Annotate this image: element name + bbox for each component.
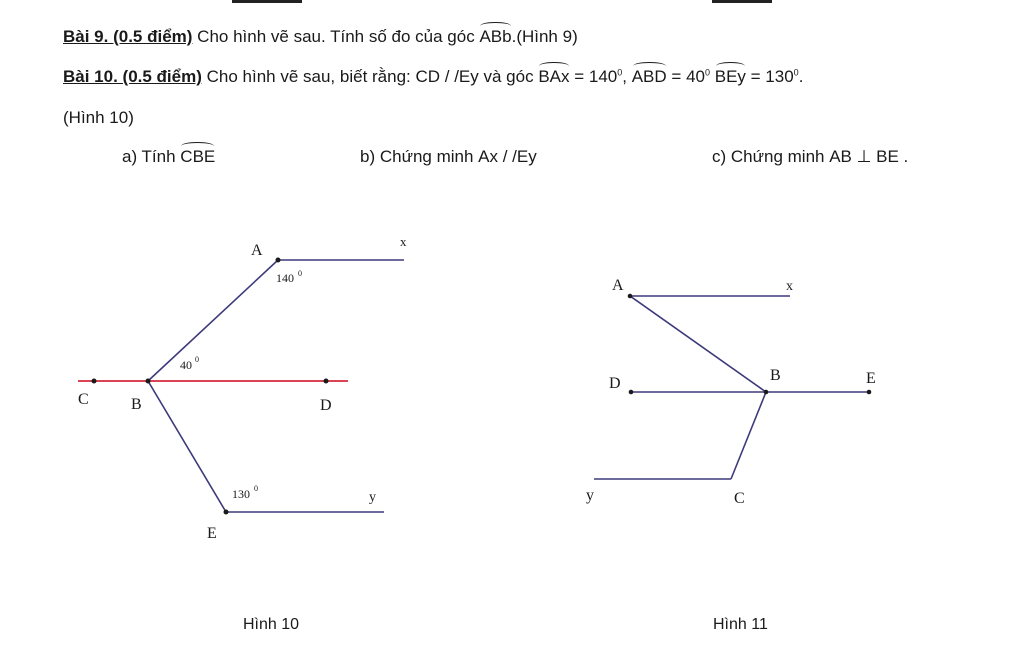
segment-ab — [630, 296, 766, 392]
part-b-label: b) Chứng minh — [360, 147, 474, 166]
degree-sign: 0 — [617, 67, 623, 78]
label-y: y — [369, 490, 376, 505]
segment-bc — [731, 392, 766, 479]
figure-11 — [586, 277, 876, 507]
point-a — [276, 258, 281, 263]
label-b: B — [131, 396, 142, 413]
label-d: D — [609, 375, 621, 392]
angle-cbe: CBE — [180, 147, 216, 166]
degree-sign: 0 — [793, 67, 799, 78]
degree-sign: 0 — [254, 484, 258, 493]
part-a-label: a) Tính — [122, 147, 176, 166]
label-b: B — [770, 367, 781, 384]
exercise-9-text: Cho hình vẽ sau. Tính số đo của góc — [197, 27, 475, 46]
point-d — [324, 379, 329, 384]
angle-140-label: 140 — [276, 271, 294, 285]
angle-bey-value: = 130 — [750, 67, 794, 86]
segment-be — [148, 381, 226, 512]
label-e: E — [207, 525, 217, 542]
label-x: x — [400, 234, 407, 249]
angle-130-label: 130 — [232, 487, 250, 501]
point-e — [224, 510, 229, 515]
angle-bax-value: = 140 — [574, 67, 618, 86]
angle-abd-value: = 40 — [671, 67, 705, 86]
point-b — [146, 379, 151, 384]
point-b — [764, 390, 769, 395]
label-c: C — [734, 490, 745, 507]
label-a: A — [251, 242, 263, 259]
angle-bey: BEy — [714, 67, 746, 86]
angle-abd: ABD — [631, 67, 667, 86]
angle-bax: BAx — [538, 67, 570, 86]
exercise-10-text: Cho hình vẽ sau, biết rằng: CD / /Ey và góc — [206, 67, 534, 86]
part-c-label: c) Chứng minh — [712, 147, 825, 166]
angle-abb: ABb — [479, 27, 512, 46]
exercise-10-label: Bài 10. (0.5 điểm) — [63, 67, 202, 86]
point-a — [628, 294, 633, 299]
angle-40-label: 40 — [180, 358, 192, 372]
exercise-9-suffix: .(Hình 9) — [511, 27, 578, 46]
label-a: A — [612, 277, 624, 294]
part-c-statement: AB ⊥ BE . — [829, 147, 909, 166]
caption-figure-11: Hình 11 — [713, 616, 768, 633]
point-d — [629, 390, 634, 395]
point-e — [867, 390, 872, 395]
degree-sign: 0 — [195, 355, 199, 364]
segment-ab — [148, 260, 278, 381]
degree-sign: 0 — [704, 67, 710, 78]
exercise-10: Bài 10. (0.5 điểm) Cho hình vẽ sau, biết rằng: CD / /Ey và góc BAx = $140^0$, ABD = $40^0$ BEy = $130^0$. — [63, 67, 804, 86]
label-d: D — [320, 397, 332, 414]
figure-reference: (Hình 10) — [63, 108, 134, 127]
point-c — [92, 379, 97, 384]
label-x: x — [786, 279, 793, 294]
label-c: C — [78, 391, 89, 408]
figure-10 — [78, 234, 407, 542]
degree-sign: 0 — [298, 269, 302, 278]
part-b-statement: Ax / /Ey — [478, 147, 537, 166]
label-e: E — [866, 370, 876, 387]
caption-figure-10: Hình 10 — [243, 616, 300, 633]
label-y: y — [586, 487, 594, 504]
exercise-9-label: Bài 9. (0.5 điểm) — [63, 27, 193, 46]
